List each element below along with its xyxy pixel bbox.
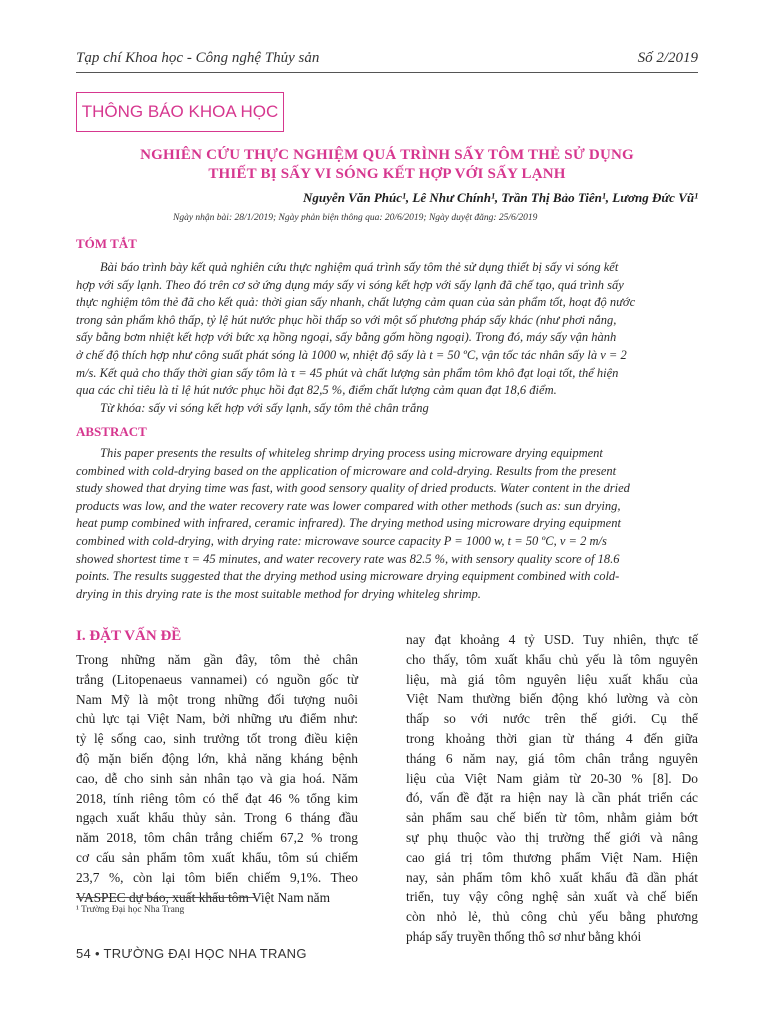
text-line: qua các chỉ tiêu là tỉ lệ hút nước phục hồi đạt 82,5 %, điểm chất lượng cảm quan đạt 18,6 điểm. (76, 383, 557, 398)
title-line-1: NGHIÊN CỨU THỰC NGHIỆM QUÁ TRÌNH SẤY TÔM THẺ SỬ DỤNG (140, 147, 634, 163)
text-line: tháng 6 năm nay, giá tôm chân trắng nguyên (406, 750, 698, 766)
text-line: VASPEC dự báo, xuất khẩu tôm Việt Nam năm (76, 889, 331, 905)
text-line: liệu của Việt Nam giảm từ 20-30 % [8]. Do (406, 770, 698, 786)
text-line: combined with cold-drying based on the application of microware and cold-drying. Results from the present (76, 463, 617, 478)
text-line: đó, vấn đề đặt ra hiện nay là cần phát triển các (406, 790, 698, 806)
text-line: cao, dễ cho sinh sản nhân tạo và gia hoá. Năm (76, 770, 358, 786)
text-line: This paper presents the results of whiteleg shrimp drying process using microware drying equipment (100, 446, 603, 460)
text-line: ngạch xuất khẩu thủy sản. Trong 6 tháng đầu (76, 810, 358, 826)
text-line: cho thấy, tôm xuất khẩu chủ yếu là tôm nguyên (406, 651, 698, 667)
text-line: pháp sấy truyền thống thô sơ như bằng khói (406, 928, 642, 944)
text-line: Bài báo trình bày kết quả nghiên cứu thực nghiệm quá trình sấy tôm thẻ sử dụng thiết bị sấy vi sóng kết (100, 260, 619, 274)
text-line: showed shortest time τ = 45 minutes, and water recovery rate was 82.5 %, with sensory quality score of 18.6 (76, 551, 620, 566)
footnote-rule (76, 897, 256, 898)
text-line: cao giá trị tôm thương phẩm Việt Nam. Hiện (406, 849, 698, 865)
article-title (76, 146, 698, 184)
page-footer: 54 • TRƯỜNG ĐẠI HỌC NHA TRANG (76, 946, 307, 961)
text-line: study showed that drying time was fast, with good sensory quality of dried products. Water content in the dried (76, 481, 630, 496)
text-line: triển, tuy vậy công nghệ sản xuất và chế biến (406, 889, 698, 905)
text-line: heat pump combined with infrared, ceramic infrared). The drying method using microware drying equipment (76, 516, 621, 531)
text-line: points. The results suggested that the drying method using microware drying equipment combined with cold- (76, 569, 620, 584)
abstract-text (76, 445, 698, 603)
text-line: sấy bằng bơm nhiệt kết hợp với bức xạ hồng ngoại, sấy bằng gốm hồng ngoại). Trong đó, máy sấy vận hành (76, 330, 617, 345)
body-column-left (76, 650, 358, 907)
section-label: THÔNG BÁO KHOA HỌC (76, 92, 284, 132)
text-line: sự phụ thuộc vào thị trường thế giới và nâng (406, 829, 698, 845)
text-line: Trong những năm gần đây, tôm thẻ chân (76, 652, 358, 667)
text-line: hợp với sấy lạnh. Theo đó trên cơ sở ứng dụng máy sấy vi sóng kết hợp với sấy lạnh đã chế tạo, quá trình sấy (76, 277, 624, 292)
text-line: drying in this drying rate is the most suitable method for drying whiteleg shrimp. (76, 586, 481, 601)
keywords: Từ khóa: sấy vi sóng kết hợp với sấy lạnh, sấy tôm thẻ chân trắng (100, 400, 429, 415)
text-line: cơ cấu sản phẩm tôm xuất khẩu, tôm sú chiếm (76, 849, 358, 865)
text-line: còn nhỏ lẻ, thủ công chủ yếu bằng phương (406, 909, 698, 925)
text-line: chủ lực tại Việt Nam, bởi những ưu điểm như: (76, 711, 358, 727)
text-line: liệu, mà giá tôm nguyên liệu xuất khẩu của (406, 671, 698, 687)
journal-name: Tạp chí Khoa học - Công nghệ Thủy sản (76, 50, 320, 66)
text-line: tỷ lệ sống cao, sinh trưởng tốt trong điều kiện (76, 731, 358, 747)
text-line: ở chế độ thích hợp như công suất phát sóng là 1000 w, nhiệt độ sấy là t = 50 ºC, vận tốc tác nhân sấy là v = 2 (76, 347, 627, 362)
section-1-heading: I. ĐẶT VẤN ĐỀ (76, 628, 182, 644)
body-column-right (406, 630, 698, 947)
text-line: thấp so với nước trên thế giới. Cụ thể (406, 711, 698, 727)
text-line: thực nghiệm tôm thẻ đã cho kết quả: thời gian sấy nhanh, chất lượng cảm quan của sản phẩm tốt, hoạt độ nước (76, 295, 636, 310)
abstract-heading: ABSTRACT (76, 424, 147, 439)
text-line: năm 2018, tôm chân trắng chiếm 67,2 % trong (76, 830, 358, 846)
text-line: trong khoảng thời gian từ tháng 4 đến giữa (406, 730, 698, 746)
text-line: 2018, tính riêng tôm có thể đạt 46 % tổng kim (76, 790, 358, 806)
text-line: trắng (Litopenaeus vannamei) có nguồn gốc từ (76, 671, 358, 687)
text-line: m/s. Kết quả cho thấy thời gian sấy tôm là τ = 45 phút và chất lượng sản phẩm tôm khô đạt loại tốt, thể hiện (76, 365, 619, 380)
text-line: nay đạt khoảng 4 tỷ USD. Tuy nhiên, thực tế (406, 632, 698, 647)
text-line: sản phẩm sau chế biến từ tôm, nhằm giảm bớt (406, 810, 698, 826)
authors: Nguyễn Văn Phúc¹, Lê Như Chính¹, Trần Thị Bảo Tiên¹, Lương Đức Vũ¹ (303, 190, 698, 205)
text-line: Việt Nam thường biến động khó lường và còn (406, 691, 698, 707)
text-line: combined with cold-drying, with drying rate: microwave source capacity P = 1000 w, t = 50 ºC, v = 2 m/s (76, 533, 607, 548)
text-line: độ mặn biến động lớn, khả năng kháng bệnh (76, 750, 358, 766)
summary-heading: TÓM TẮT (76, 236, 137, 251)
footnote: ¹ Trường Đại học Nha Trang (76, 905, 185, 915)
title-line-2: THIẾT BỊ SẤY VI SÓNG KẾT HỢP VỚI SẤY LẠNH (208, 166, 566, 182)
submission-dates: Ngày nhận bài: 28/1/2019; Ngày phản biện thông qua: 20/6/2019; Ngày duyệt đăng: 25/6/2019 (173, 213, 538, 223)
text-line: nay, sản phẩm tôm khô xuất khẩu đã dần phát (406, 869, 698, 885)
issue-number: Số 2/2019 (637, 50, 698, 66)
text-line: 23,7 %, còn lại tôm biển chiếm 9,1%. Theo (76, 869, 358, 885)
summary-text (76, 259, 698, 417)
text-line: products was low, and the water recovery rate was lower compared with other methods (such as: sun drying, (76, 498, 621, 513)
text-line: Nam Mỹ là một trong những đối tượng nuôi (76, 691, 358, 707)
header-rule (76, 72, 698, 73)
text-line: trong sản phẩm khô thấp, tỷ lệ hút nước phục hồi thấp so với một số phương pháp sấy khác (như phơi nắng, (76, 312, 617, 327)
